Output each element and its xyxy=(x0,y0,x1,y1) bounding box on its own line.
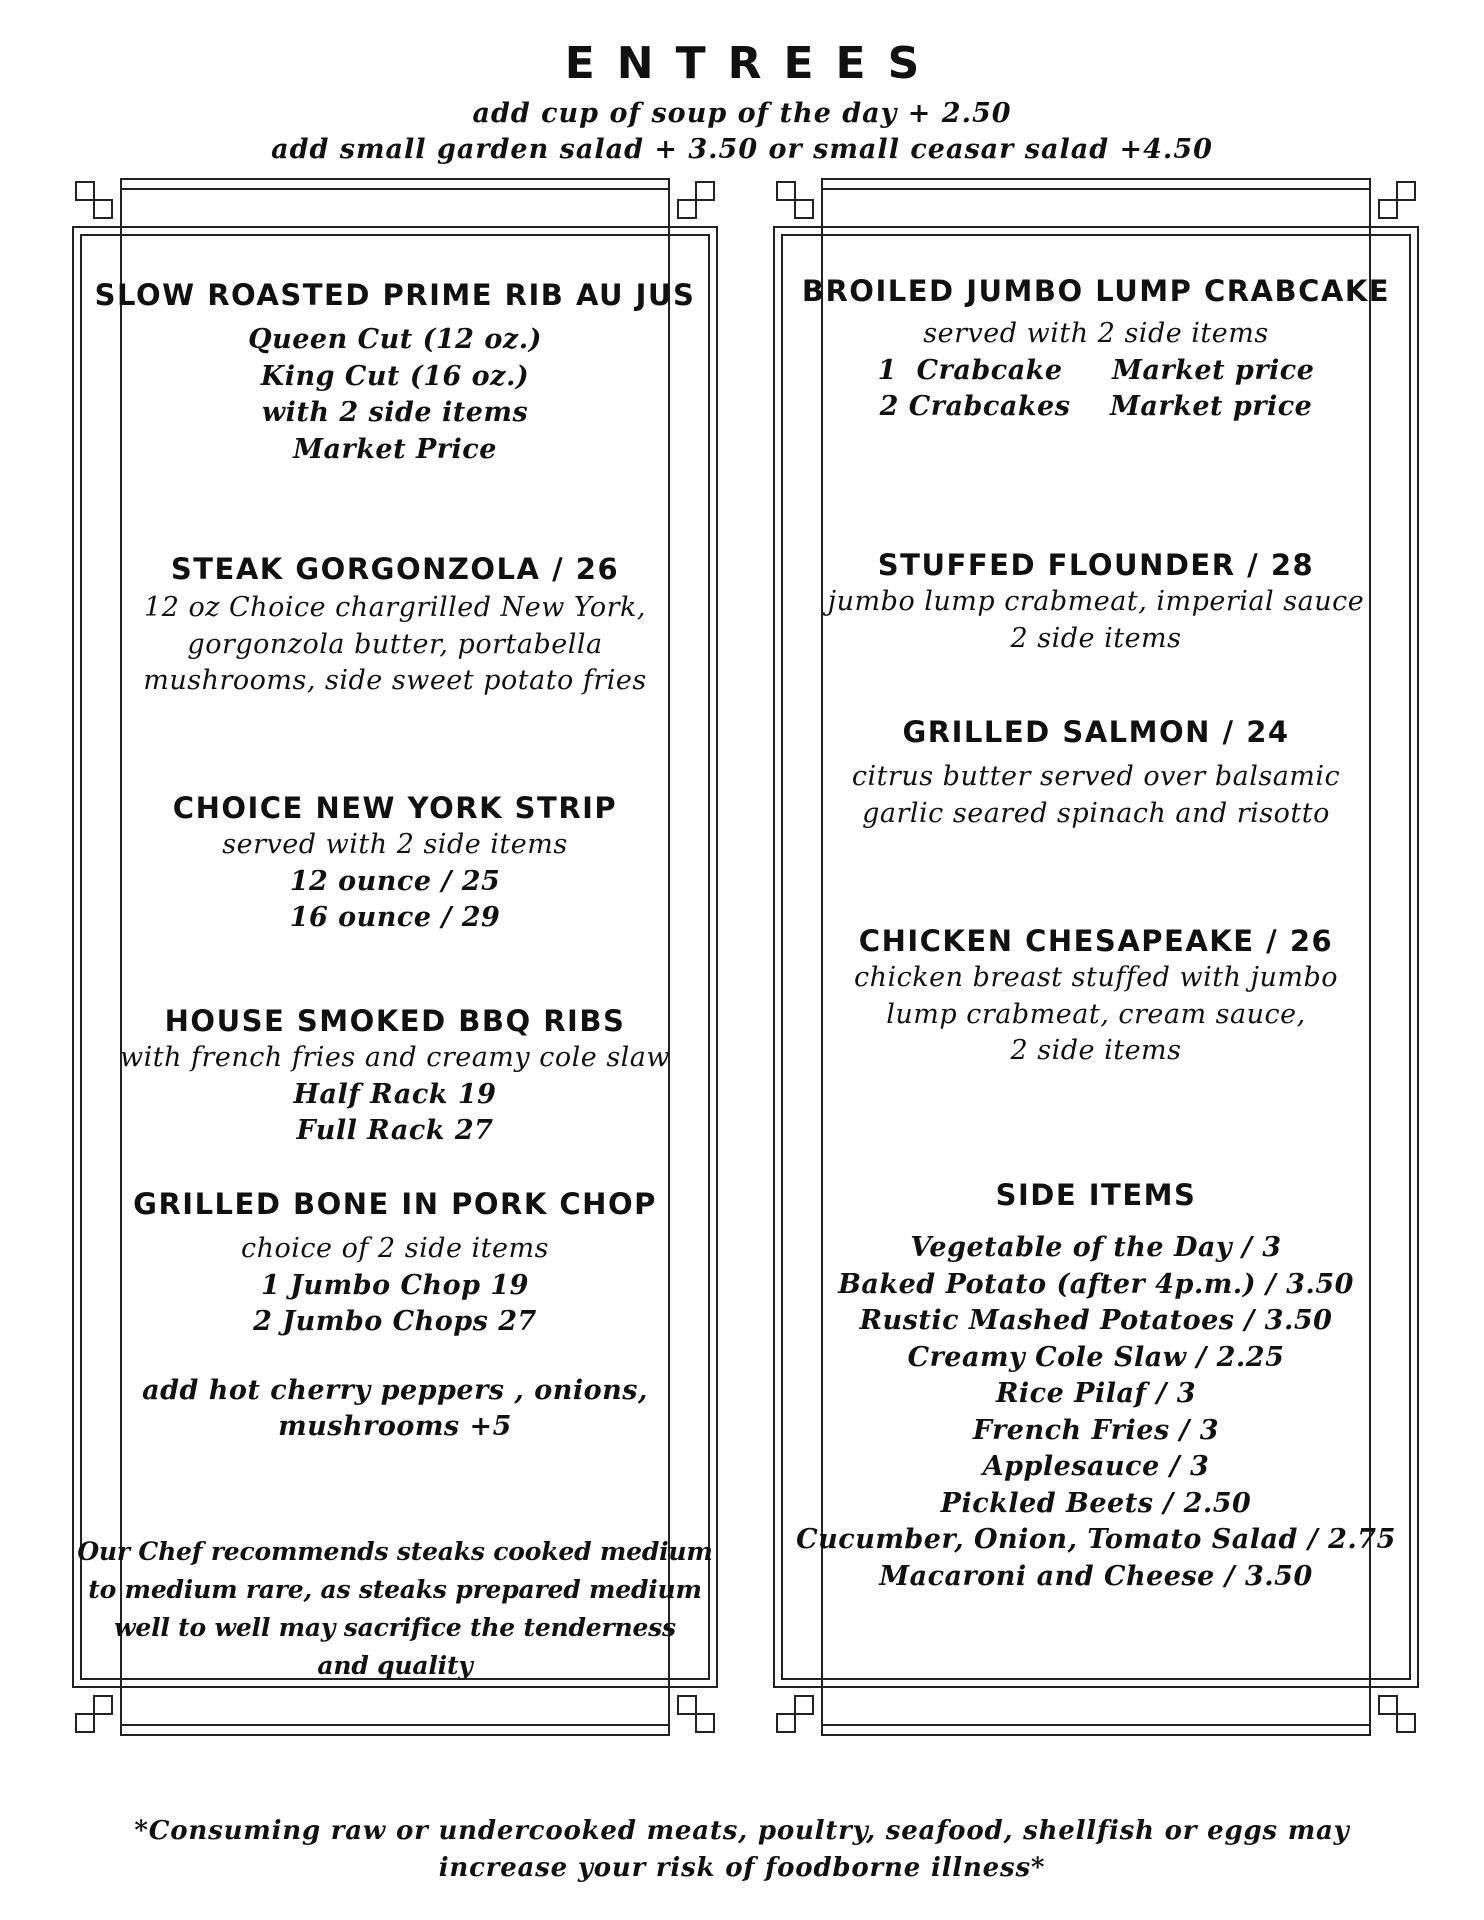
item-desc: choice of 2 side items xyxy=(241,1233,549,1264)
addon-salad: add small garden salad + 3.50 or small ceasar salad +4.50 xyxy=(271,134,1213,165)
item-name: GRILLED SALMON / 24 xyxy=(902,715,1290,749)
item-price: Half Rack 19 xyxy=(293,1078,497,1110)
corner-ornament-icon xyxy=(775,1694,815,1734)
item-price: 16 ounce / 29 xyxy=(289,902,501,933)
item-price: 1 Jumbo Chop 19 xyxy=(261,1269,529,1301)
corner-ornament-icon xyxy=(74,1694,114,1734)
item-desc: gorgonzola butter, portabella xyxy=(187,628,603,660)
side-item: Macaroni and Cheese / 3.50 xyxy=(879,1560,1313,1592)
menu-item-ny-strip xyxy=(72,789,718,937)
item-desc: with french fries and creamy cole slaw xyxy=(119,1042,671,1073)
corner-ornament-icon xyxy=(775,180,815,220)
item-addon: add hot cherry peppers , onions, xyxy=(142,1374,648,1406)
note-line: well to well may sacrifice the tenderness xyxy=(114,1613,676,1642)
menu-item-crabcake xyxy=(773,272,1419,426)
menu-item-steak-gorgonzola xyxy=(72,550,718,700)
menu-item-pork-chop xyxy=(72,1185,718,1446)
item-desc: jumbo lump crabmeat, imperial sauce xyxy=(827,586,1365,617)
menu-item-chicken-chesapeake xyxy=(773,922,1419,1070)
side-items-section xyxy=(773,1176,1419,1595)
side-item: Baked Potato (after 4p.m.) / 3.50 xyxy=(838,1268,1354,1300)
panel-border-bottom xyxy=(120,1724,670,1736)
chef-recommendation-note xyxy=(72,1533,718,1685)
menu-item-grilled-salmon xyxy=(773,713,1419,832)
item-desc: mushrooms, side sweet potato fries xyxy=(143,665,647,696)
item-desc: garlic seared spinach and risotto xyxy=(862,797,1330,829)
item-desc: served with 2 side items xyxy=(923,318,1269,349)
item-desc: lump crabmeat, cream sauce, xyxy=(886,998,1306,1030)
side-item: French Fries / 3 xyxy=(972,1414,1220,1446)
item-desc: 2 side items xyxy=(1010,622,1182,654)
corner-ornament-icon xyxy=(676,1694,716,1734)
food-safety-disclaimer: increase your risk of foodborne illness* xyxy=(438,1853,1046,1883)
item-name: HOUSE SMOKED BBQ RIBS xyxy=(164,1004,626,1038)
item-name: STEAK GORGONZOLA / 26 xyxy=(170,552,620,586)
menu-item-prime-rib xyxy=(72,276,718,468)
item-price: 1 Crabcake Market price xyxy=(877,354,1315,386)
menu-item-bbq-ribs xyxy=(72,1002,718,1150)
item-price: Full Rack 27 xyxy=(296,1115,494,1146)
note-line: and quality xyxy=(317,1651,473,1680)
item-line: Queen Cut (12 oz.) xyxy=(248,324,542,355)
panel-border-bottom xyxy=(821,1724,1371,1736)
side-item: Rice Pilaf / 3 xyxy=(995,1378,1197,1409)
side-item: Applesauce / 3 xyxy=(982,1451,1210,1482)
panel-border-top xyxy=(821,178,1371,190)
item-price: 2 Jumbo Chops 27 xyxy=(253,1306,537,1337)
item-name: STUFFED FLOUNDER / 28 xyxy=(877,548,1315,582)
item-price: Market Price xyxy=(293,433,497,465)
item-addon: mushrooms +5 xyxy=(278,1411,512,1442)
item-desc: chicken breast stuffed with jumbo xyxy=(853,962,1339,993)
food-safety-disclaimer: *Consuming raw or undercooked meats, poultry, seafood, shellfish or eggs may xyxy=(134,1816,1350,1846)
corner-ornament-icon xyxy=(1377,1694,1417,1734)
side-item: Rustic Mashed Potatoes / 3.50 xyxy=(859,1305,1333,1336)
item-name: CHOICE NEW YORK STRIP xyxy=(172,791,618,825)
item-desc: 12 oz Choice chargrilled New York, xyxy=(144,592,646,623)
corner-ornament-icon xyxy=(74,180,114,220)
item-name: CHICKEN CHESAPEAKE / 26 xyxy=(858,924,1334,958)
note-line: Our Chef recommends steaks cooked medium xyxy=(77,1537,713,1566)
addon-soup: add cup of soup of the day + 2.50 xyxy=(472,98,1012,129)
left-menu-panel xyxy=(72,178,718,1736)
corner-ornament-icon xyxy=(676,180,716,220)
item-line: with 2 side items xyxy=(261,397,529,428)
side-item: Vegetable of the Day / 3 xyxy=(910,1232,1282,1263)
item-name: SLOW ROASTED PRIME RIB AU JUS xyxy=(94,278,696,312)
item-name: GRILLED BONE IN PORK CHOP xyxy=(133,1187,657,1221)
side-item: Cucumber, Onion, Tomato Salad / 2.75 xyxy=(796,1524,1396,1555)
side-item: Pickled Beets / 2.50 xyxy=(940,1487,1252,1519)
page-title: ENTREES xyxy=(564,38,942,89)
item-price: 12 ounce / 25 xyxy=(289,865,501,897)
item-desc: served with 2 side items xyxy=(222,829,568,860)
menu-item-stuffed-flounder xyxy=(773,546,1419,657)
item-price: 2 Crabcakes Market price xyxy=(879,391,1313,422)
right-menu-panel xyxy=(773,178,1419,1736)
item-desc: 2 side items xyxy=(1010,1035,1182,1066)
item-desc: citrus butter served over balsamic xyxy=(851,761,1341,792)
panel-border-top xyxy=(120,178,670,190)
note-line: to medium rare, as steaks prepared medium xyxy=(88,1575,702,1604)
corner-ornament-icon xyxy=(1377,180,1417,220)
item-line: King Cut (16 oz.) xyxy=(260,360,530,392)
side-item: Creamy Cole Slaw / 2.25 xyxy=(907,1341,1285,1373)
item-name: BROILED JUMBO LUMP CRABCAKE xyxy=(801,274,1391,308)
section-heading: SIDE ITEMS xyxy=(995,1178,1197,1212)
